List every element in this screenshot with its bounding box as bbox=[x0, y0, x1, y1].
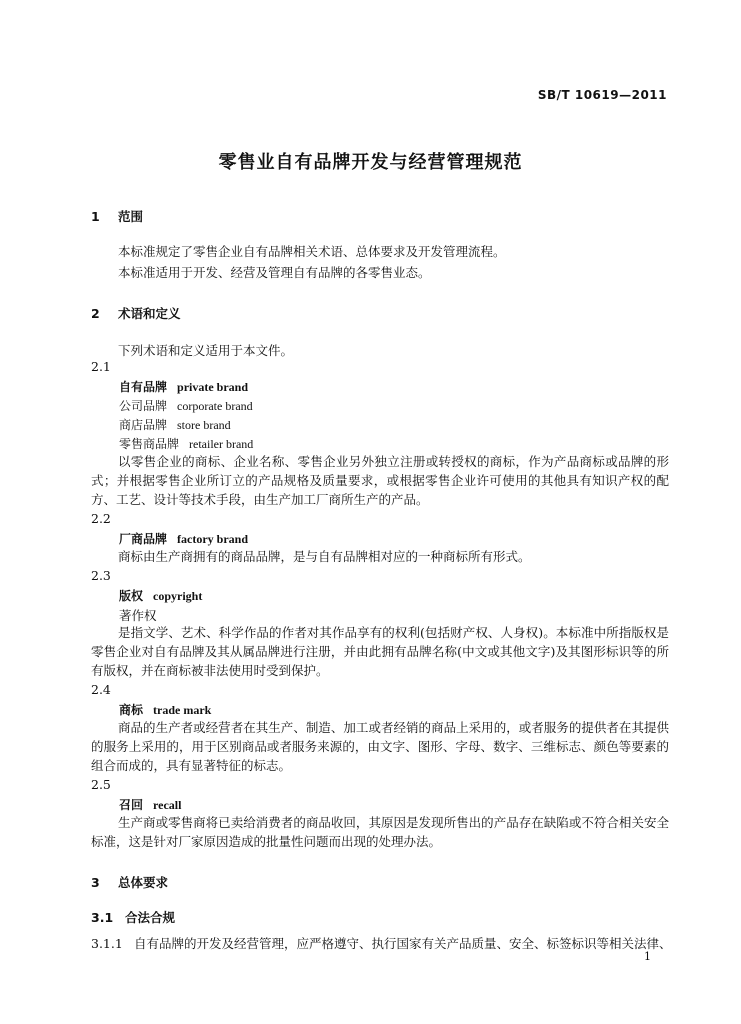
section-3-heading bbox=[91, 873, 168, 891]
term-en: factory brand bbox=[177, 532, 249, 546]
page-number: 1 bbox=[644, 950, 651, 963]
section-title: 术语和定义 bbox=[118, 306, 181, 321]
term-definition: 以零售企业的商标、企业名称、零售企业另外独立注册或转授权的商标，作为产品商标或品牌的形式；并根据零售企业所订立的产品规格及质量要求，或根据零售企业许可使用的其他具有知识产权的配方、工艺、设计等技术手段，由生产加工厂商所生产的产品。 bbox=[91, 454, 669, 507]
term-en: private brand bbox=[177, 380, 249, 394]
term-zh: 召回 bbox=[119, 798, 144, 812]
term-en: copyright bbox=[153, 589, 203, 603]
clause-number: 2.3 bbox=[91, 568, 111, 583]
term-entry bbox=[119, 416, 231, 433]
clause-number: 2.2 bbox=[91, 511, 111, 526]
term-definition: 商品的生产者或经营者在其生产、制造、加工或者经销的商品上采用的，或者服务的提供者在其提供的服务上采用的，用于区别商品或者服务来源的，由文字、图形、字母、数字、三维标志、颜色等要素的组合而成的，具有显著特征的标志。 bbox=[91, 720, 669, 773]
term-definition: 商标由生产商拥有的商品品牌，是与自有品牌相对应的一种商标所有形式。 bbox=[118, 549, 531, 564]
term-entry bbox=[119, 587, 202, 604]
term-entry bbox=[119, 701, 211, 718]
standard-code: SB/T 10619—2011 bbox=[537, 88, 667, 102]
term-entry bbox=[119, 378, 248, 395]
document-title: 零售业自有品牌开发与经营管理规范 bbox=[218, 152, 523, 173]
clause-number: 2.5 bbox=[91, 777, 111, 792]
term-zh: 公司品牌 bbox=[119, 399, 168, 413]
clause-text: 自有品牌的开发及经营管理，应严格遵守、执行国家有关产品质量、安全、标签标识等相关法律、 bbox=[134, 936, 672, 951]
term-alternative: 著作权 bbox=[119, 608, 157, 623]
section-1-heading bbox=[91, 207, 143, 225]
section-1-paragraph: 本标准适用于开发、经营及管理自有品牌的各零售业态。 bbox=[118, 265, 431, 280]
term-en: recall bbox=[153, 798, 182, 812]
term-zh: 商店品牌 bbox=[119, 418, 168, 432]
clause-number: 2.4 bbox=[91, 682, 111, 697]
subsection-number: 3.1 bbox=[91, 910, 114, 925]
term-zh: 商标 bbox=[119, 703, 144, 717]
term-definition: 生产商或零售商将已卖给消费者的商品收回，其原因是发现所售出的产品存在缺陷或不符合相关安全标准，这是针对厂家原因造成的批量性问题而出现的处理办法。 bbox=[91, 815, 669, 849]
term-entry bbox=[119, 397, 253, 414]
subsection-heading bbox=[91, 908, 175, 926]
term-entry bbox=[119, 530, 248, 547]
section-2-intro: 下列术语和定义适用于本文件。 bbox=[118, 343, 294, 358]
term-en: retailer brand bbox=[189, 437, 254, 451]
section-title: 范围 bbox=[118, 209, 144, 224]
term-zh: 厂商品牌 bbox=[119, 532, 168, 546]
section-title: 总体要求 bbox=[118, 875, 169, 890]
term-definition: 是指文学、艺术、科学作品的作者对其作品享有的权利(包括财产权、人身权)。本标准中所指版权是零售企业对自有品牌及其从属品牌进行注册，并由此拥有品牌名称(中文或其他文字)及其图形标识等的所有版权，并在商标被非法使用时受到保护。 bbox=[91, 625, 669, 678]
section-number: 1 bbox=[91, 209, 100, 224]
clause-number: 3.1.1 bbox=[91, 936, 123, 951]
term-en: corporate brand bbox=[177, 399, 253, 413]
term-entry bbox=[119, 796, 181, 813]
subsection-title: 合法合规 bbox=[125, 910, 176, 925]
term-en: store brand bbox=[177, 418, 231, 432]
clause-number: 2.1 bbox=[91, 359, 111, 374]
section-1-paragraph: 本标准规定了零售企业自有品牌相关术语、总体要求及开发管理流程。 bbox=[118, 244, 506, 259]
term-zh: 自有品牌 bbox=[119, 380, 168, 394]
term-zh: 版权 bbox=[119, 589, 144, 603]
term-entry bbox=[119, 435, 253, 452]
term-en: trade mark bbox=[153, 703, 212, 717]
section-number: 2 bbox=[91, 306, 100, 321]
section-2-heading bbox=[91, 304, 181, 322]
section-number: 3 bbox=[91, 875, 100, 890]
clause-3-1-1 bbox=[91, 934, 672, 952]
term-zh: 零售商品牌 bbox=[119, 437, 180, 451]
